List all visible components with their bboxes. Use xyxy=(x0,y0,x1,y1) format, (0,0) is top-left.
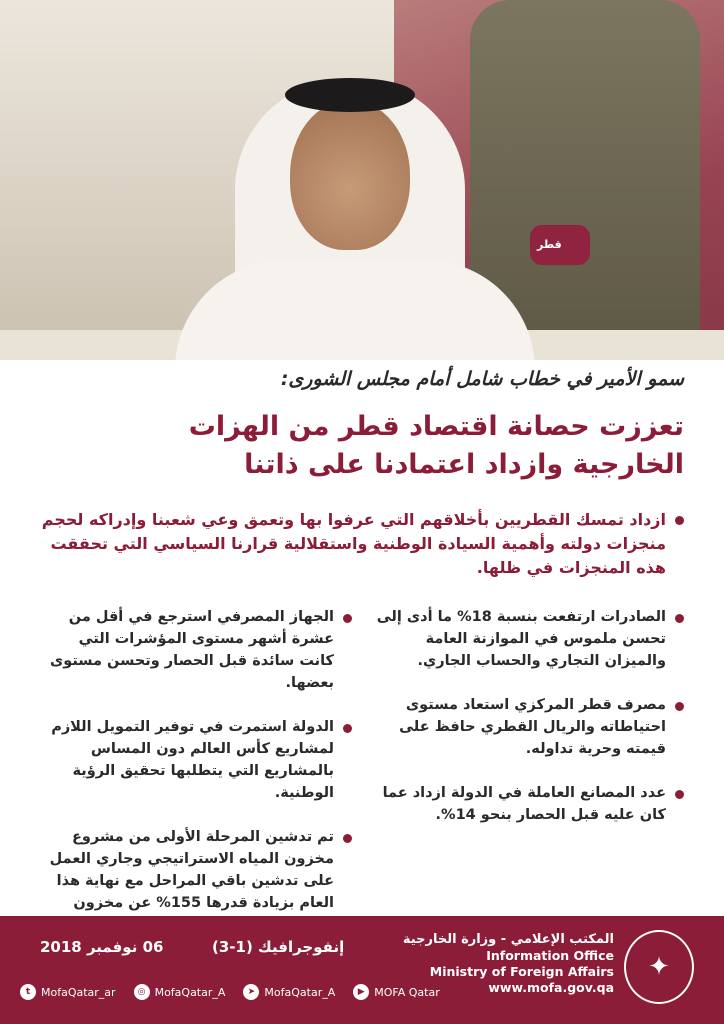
list-item: مصرف قطر المركزي استعاد مستوى احتياطاته والريال القطري حافظ على قيمته وحرية تداوله. xyxy=(374,694,684,760)
footer xyxy=(0,916,724,1024)
infographic-label: إنفوجرافيك (1-3) xyxy=(212,938,345,956)
right-column xyxy=(374,606,684,848)
lead-paragraph: ازداد تمسك القطريين بأخلاقهم التي عرفوا بها وتعمق وعي شعبنا وإدراكه لحجم منجزات دولته وأهمية السيادة الوطنية واستقلالية قرارنا السياسي التي تحققت هذه المنجزات في ظلها. xyxy=(40,508,684,580)
social-instagram[interactable] xyxy=(134,984,226,1000)
mic-label: قطر xyxy=(537,238,562,251)
headline-title xyxy=(40,408,684,484)
social-twitter[interactable] xyxy=(20,984,116,1000)
ministry-logo: ✦ xyxy=(624,930,694,1004)
social-youtube[interactable] xyxy=(353,984,439,1000)
telegram-icon: ➤ xyxy=(243,984,259,1000)
list-item: الجهاز المصرفي استرجع في أقل من عشرة أشهر مستوى المؤشرات التي كانت سائدة قبل الحصار وتحسن مستوى بعضها. xyxy=(42,606,352,694)
social-telegram[interactable] xyxy=(243,984,335,1000)
website-link[interactable]: www.mofa.gov.qa xyxy=(488,980,614,995)
instagram-icon: ◎ xyxy=(134,984,150,1000)
twitter-icon: t xyxy=(20,984,36,1000)
title-line-2: الخارجية وازداد اعتمادنا على ذاتنا xyxy=(244,449,684,480)
header-photo xyxy=(0,0,724,360)
office-arabic: المكتب الإعلامي - وزارة الخارجية xyxy=(402,932,614,947)
office-english-2: Ministry of Foreign Affairs xyxy=(429,964,614,979)
face xyxy=(290,100,410,250)
agal xyxy=(285,78,415,112)
thobe xyxy=(175,260,535,360)
title-line-1: تعززت حصانة اقتصاد قطر من الهزات xyxy=(188,411,684,442)
social-handle: MofaQatar_A xyxy=(154,985,226,999)
office-english-1: Information Office xyxy=(486,948,614,963)
pre-title: سمو الأمير في خطاب شامل أمام مجلس الشورى: xyxy=(280,368,684,390)
social-handle: MofaQatar_ar xyxy=(41,985,116,999)
emir-figure xyxy=(175,40,535,360)
social-handle: MofaQatar_A xyxy=(264,985,336,999)
list-item: الصادرات ارتفعت بنسبة 18% ما أدى إلى تحسن ملموس في الموازنة العامة والميزان التجاري والحساب الجاري. xyxy=(374,606,684,672)
social-links xyxy=(20,978,440,1006)
youtube-icon: ▶ xyxy=(353,984,369,1000)
list-item: الدولة استمرت في توفير التمويل اللازم لمشاريع كأس العالم دون المساس بالمشاريع التي يتطلبها تحقيق الرؤية الوطنية. xyxy=(42,716,352,804)
list-item: عدد المصانع العاملة في الدولة ازداد عما كان عليه قبل الحصار بنحو 14%. xyxy=(374,782,684,826)
date: 06 نوفمبر 2018 xyxy=(40,938,164,956)
left-column xyxy=(42,606,352,958)
list-item: تم تدشين المرحلة الأولى من مشروع مخزون المياه الاستراتيجي وجاري العمل على تدشين باقي المراحل مع نهاية هذا العام بزيادة قدرها 155% عن مخزون xyxy=(42,826,352,936)
social-handle: MOFA Qatar xyxy=(374,985,440,999)
